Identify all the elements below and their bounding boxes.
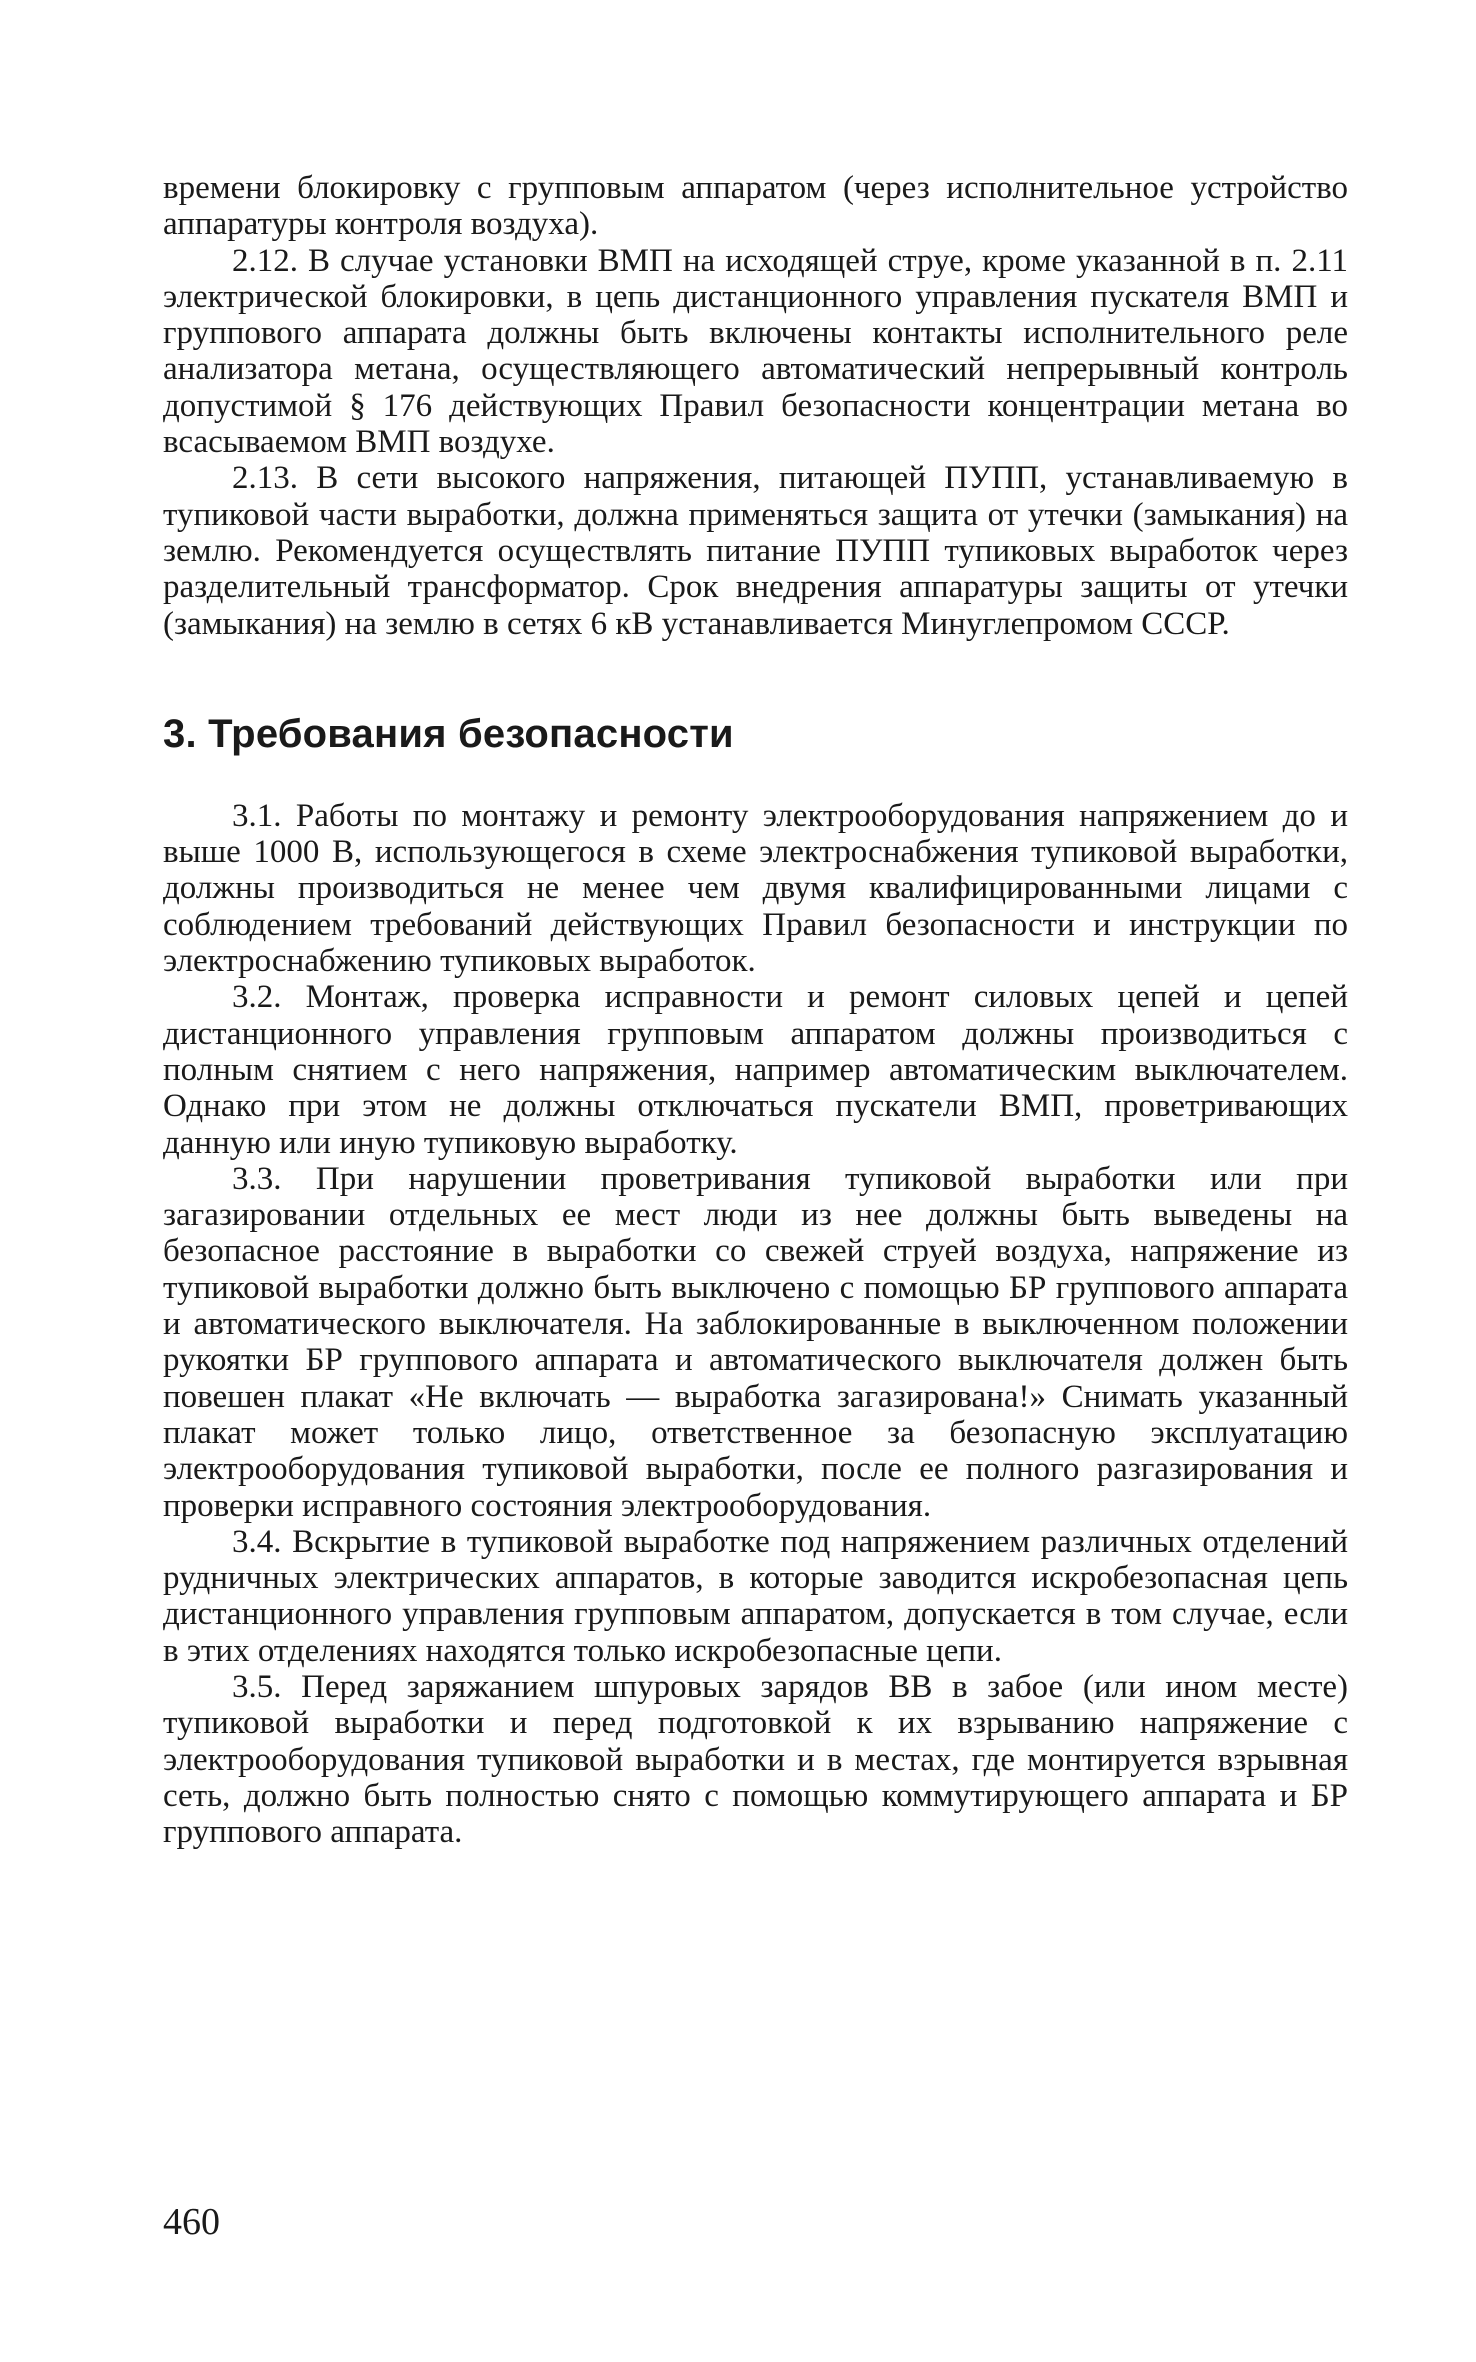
paragraph-3-3: 3.3. При нарушении проветривания тупиковой выработки или при загазировании отдельных ее мест люди из нее должны быть выведены на безопасное расстояние в выработки со свежей струей воздуха, напряжение из тупиковой выработки должно быть выключено с помощью БР группового аппарата и автоматического выключателя. На заблокированные в выключенном положении рукоятки БР группового аппарата и автоматического выключателя должен быть повешен плакат «Не включать — выработка загазирована!» Снимать указанный плакат может только лицо, ответственное за безопасную эксплуатацию электрооборудования тупиковой выработки, после ее полного разгазирования и проверки исправного состояния электрооборудования. [163,1160,1348,1524]
paragraph-3-4: 3.4. Вскрытие в тупиковой выработке под напряжением различных отделений рудничных электрических аппаратов, в которые заводится искробезопасная цепь дистанционного управления групповым аппаратом, допускается в том случае, если в этих отделениях находятся только искробезопасные цепи. [163,1523,1348,1669]
paragraph-3-5: 3.5. Перед заряжанием шпуровых зарядов ВВ в забое (или ином месте) тупиковой выработки и перед подготовкой к их взрыванию напряжение с электрооборудования тупиковой выработки и в местах, где монтируется взрывная сеть, должно быть полностью снято с помощью коммутирующего аппарата и БР группового аппарата. [163,1668,1348,1851]
document-page [163,170,1348,1850]
paragraph-3-1: 3.1. Работы по монтажу и ремонту электрооборудования напряжением до и выше 1000 В, использующегося в схеме электроснабжения тупиковой выработки, должны производиться не менее чем двумя квалифицированными лицами с соблюдением требований действующих Правил безопасности и инструкции по электроснабжению тупиковых выработок. [163,797,1348,980]
paragraph-continuation: времени блокировку с групповым аппаратом (через исполнительное устройство аппаратуры контроля воздуха). [163,170,1348,243]
paragraph-2-12: 2.12. В случае установки ВМП на исходящей струе, кроме указанной в п. 2.11 электрической блокировки, в цепь дистанционного управления пускателя ВМП и группового аппарата должны быть включены контакты исполнительного реле анализатора метана, осуществляющего автоматический непрерывный контроль допустимой § 176 действующих Правил безопасности концентрации метана во всасываемом ВМП воздухе. [163,242,1348,461]
section-title: 3. Требования безопасности [163,711,734,756]
paragraph-3-2: 3.2. Монтаж, проверка исправности и ремонт силовых цепей и цепей дистанционного управления групповым аппаратом должны производиться с полным снятием с него напряжения, например автоматическим выключателем. Однако при этом не должны отключаться пускатели ВМП, проветривающих данную или иную тупиковую выработку. [163,979,1348,1161]
page-number: 460 [163,2201,220,2243]
paragraph-2-13: 2.13. В сети высокого напряжения, питающей ПУПП, устанавливаемую в тупиковой части выработки, должна применяться защита от утечки (замыкания) на землю. Рекомендуется осуществлять питание ПУПП тупиковых выработок через разделительный трансформатор. Срок внедрения аппаратуры защиты от утечки (замыкания) на землю в сетях 6 кВ устанавливается Минуглепромом СССР. [163,460,1348,642]
